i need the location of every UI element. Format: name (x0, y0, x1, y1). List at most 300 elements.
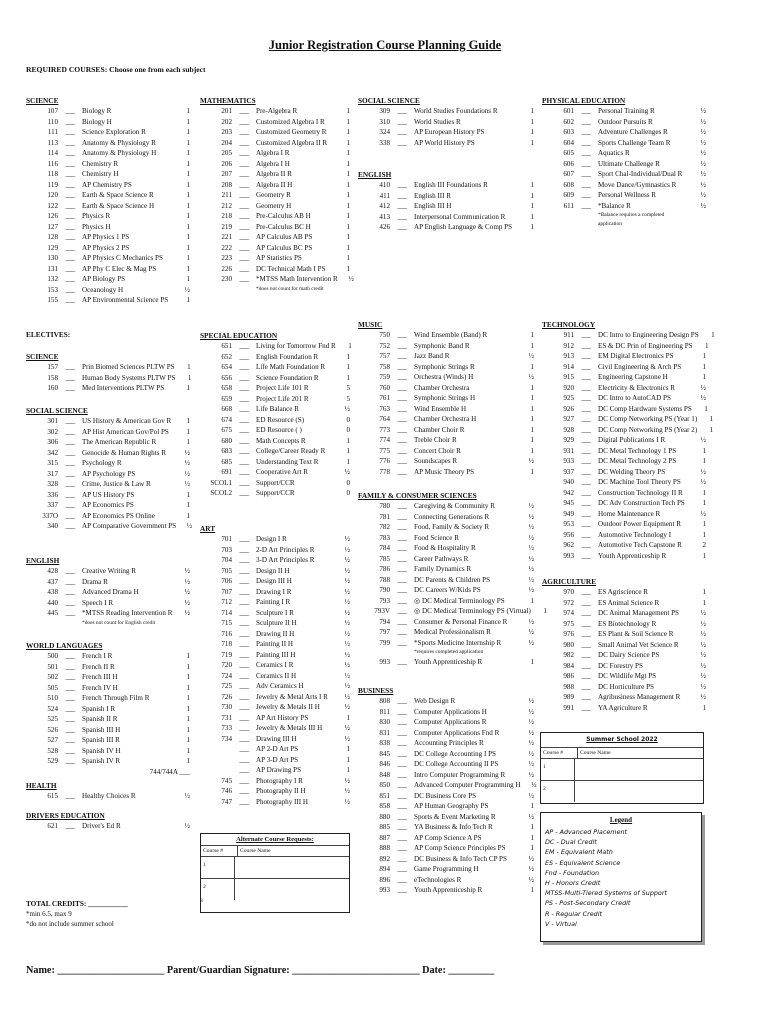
course-select-blank[interactable]: ___ (239, 180, 249, 189)
course-select-blank[interactable]: ___ (581, 598, 591, 607)
course-select-blank[interactable]: ___ (397, 865, 407, 873)
course-row[interactable] (26, 791, 190, 802)
course-row[interactable] (26, 521, 193, 532)
course-row[interactable] (26, 448, 190, 459)
course-row[interactable] (26, 106, 190, 117)
course-row[interactable] (26, 735, 190, 746)
course-row[interactable] (542, 671, 706, 682)
course-select-blank[interactable]: ___ (65, 222, 75, 231)
course-row[interactable] (200, 232, 350, 243)
course-row[interactable] (358, 717, 534, 728)
course-row[interactable] (542, 498, 706, 509)
course-select-blank[interactable]: ___ (581, 551, 591, 560)
summer-row[interactable]: 1 (541, 758, 703, 780)
course-select-blank[interactable]: ___ (239, 436, 249, 445)
course-row[interactable] (542, 530, 706, 541)
course-row[interactable] (358, 435, 534, 446)
course-row[interactable] (200, 362, 350, 373)
course-row[interactable] (26, 821, 190, 832)
course-select-blank[interactable]: ___ (239, 275, 249, 283)
course-select-blank[interactable]: ___ (581, 693, 591, 701)
course-select-blank[interactable]: ___ (65, 128, 75, 136)
course-select-blank[interactable]: ___ (65, 373, 75, 382)
course-select-blank[interactable]: ___ (65, 598, 75, 607)
course-select-blank[interactable]: ___ (397, 436, 407, 444)
course-row[interactable] (542, 467, 706, 478)
course-select-blank[interactable]: ___ (65, 296, 75, 304)
course-row[interactable] (200, 404, 350, 415)
course-select-blank[interactable]: ___ (581, 170, 591, 178)
course-row[interactable] (358, 575, 534, 586)
course-select-blank[interactable]: ___ (239, 489, 249, 497)
course-select-blank[interactable]: ___ (581, 138, 591, 147)
course-select-blank[interactable]: ___ (397, 446, 407, 455)
course-select-blank[interactable]: ___ (581, 672, 591, 680)
course-row[interactable] (200, 534, 350, 545)
course-row[interactable] (358, 414, 534, 425)
course-select-blank[interactable]: ___ (239, 745, 249, 753)
course-row[interactable] (26, 264, 190, 275)
course-row[interactable] (200, 138, 350, 149)
course-select-blank[interactable]: ___ (397, 544, 407, 552)
course-select-blank[interactable]: ___ (65, 180, 75, 189)
course-select-blank[interactable]: ___ (397, 362, 407, 371)
course-row[interactable] (358, 801, 534, 812)
course-select-blank[interactable]: ___ (581, 609, 591, 617)
course-row[interactable] (358, 770, 534, 781)
course-select-blank[interactable]: ___ (65, 285, 75, 294)
course-select-blank[interactable]: ___ (581, 191, 591, 199)
course-select-blank[interactable]: ___ (65, 715, 75, 723)
course-select-blank[interactable]: ___ (397, 467, 407, 476)
course-row[interactable] (200, 692, 350, 703)
course-row[interactable] (200, 425, 350, 436)
course-select-blank[interactable]: ___ (581, 180, 591, 189)
course-select-blank[interactable]: ___ (397, 812, 407, 821)
course-row[interactable] (358, 564, 534, 575)
course-select-blank[interactable]: ___ (65, 792, 75, 800)
course-select-blank[interactable]: ___ (397, 575, 407, 584)
course-select-blank[interactable]: ___ (239, 254, 249, 262)
course-select-blank[interactable]: ___ (239, 170, 249, 178)
course-select-blank[interactable]: ___ (65, 427, 75, 436)
course-select-blank[interactable]: ___ (397, 341, 407, 350)
course-select-blank[interactable]: ___ (397, 404, 407, 413)
course-row[interactable] (358, 543, 534, 554)
course-select-blank[interactable]: ___ (239, 426, 249, 434)
course-row[interactable] (200, 394, 350, 405)
course-row[interactable] (542, 330, 715, 341)
course-select-blank[interactable]: ___ (239, 138, 249, 147)
course-select-blank[interactable]: ___ (65, 757, 75, 765)
course-row[interactable] (200, 117, 350, 128)
course-row[interactable] (358, 833, 534, 844)
course-select-blank[interactable]: ___ (65, 822, 75, 830)
course-row[interactable] (200, 253, 350, 264)
course-row[interactable] (358, 106, 534, 117)
course-row[interactable] (542, 608, 706, 619)
course-row[interactable] (26, 222, 190, 233)
course-row[interactable] (26, 416, 190, 427)
course-select-blank[interactable]: ___ (581, 394, 591, 402)
course-row[interactable] (542, 477, 706, 488)
course-row[interactable] (200, 446, 350, 457)
course-select-blank[interactable]: ___ (397, 128, 407, 136)
course-select-blank[interactable]: ___ (239, 415, 249, 424)
course-row[interactable] (358, 212, 534, 223)
course-select-blank[interactable]: ___ (397, 383, 407, 392)
course-row[interactable] (542, 372, 706, 383)
course-row[interactable] (26, 587, 190, 598)
course-row[interactable] (26, 427, 190, 438)
course-select-blank[interactable]: ___ (581, 530, 591, 539)
course-row[interactable] (200, 671, 350, 682)
course-select-blank[interactable]: ___ (65, 522, 75, 530)
course-select-blank[interactable]: ___ (65, 159, 75, 168)
course-select-blank[interactable]: ___ (397, 533, 407, 542)
course-select-blank[interactable]: ___ (397, 596, 407, 605)
course-select-blank[interactable]: ___ (397, 117, 407, 126)
course-select-blank[interactable]: ___ (581, 588, 591, 596)
course-row[interactable] (26, 117, 190, 128)
course-row[interactable] (542, 148, 706, 159)
course-row[interactable] (358, 738, 534, 749)
course-select-blank[interactable]: ___ (239, 233, 249, 241)
course-select-blank[interactable]: ___ (239, 797, 249, 806)
course-row[interactable] (358, 759, 534, 770)
course-row[interactable] (26, 500, 190, 511)
course-row[interactable] (358, 456, 534, 467)
course-select-blank[interactable]: ___ (397, 394, 407, 402)
course-row[interactable] (26, 490, 190, 501)
course-row[interactable] (542, 180, 706, 191)
course-row[interactable] (26, 190, 190, 201)
course-row[interactable] (26, 577, 190, 588)
course-select-blank[interactable]: ___ (581, 703, 591, 712)
course-select-blank[interactable]: ___ (397, 886, 407, 894)
course-row[interactable] (358, 341, 534, 352)
course-select-blank[interactable]: ___ (397, 760, 407, 768)
course-row[interactable] (358, 585, 534, 596)
course-select-blank[interactable]: ___ (397, 565, 407, 573)
course-row[interactable] (26, 651, 190, 662)
course-select-blank[interactable]: ___ (397, 191, 407, 200)
course-select-blank[interactable]: ___ (239, 535, 249, 543)
course-select-blank[interactable]: ___ (397, 138, 407, 147)
course-select-blank[interactable]: ___ (65, 417, 75, 425)
course-row[interactable] (358, 707, 534, 718)
course-row[interactable] (358, 533, 534, 544)
course-select-blank[interactable]: ___ (65, 683, 75, 692)
course-select-blank[interactable]: ___ (239, 629, 249, 638)
course-select-blank[interactable]: ___ (239, 342, 249, 350)
course-row[interactable] (26, 437, 190, 448)
course-row[interactable] (200, 341, 350, 352)
course-select-blank[interactable]: ___ (581, 520, 591, 528)
course-row[interactable] (26, 232, 190, 243)
course-row[interactable] (542, 106, 706, 117)
course-row[interactable] (358, 780, 537, 791)
course-row[interactable] (200, 597, 350, 608)
course-select-blank[interactable]: ___ (397, 181, 407, 189)
course-select-blank[interactable]: ___ (397, 749, 407, 758)
course-row[interactable] (358, 180, 534, 191)
course-row[interactable] (200, 190, 350, 201)
course-row[interactable] (358, 864, 534, 875)
course-row[interactable] (200, 576, 350, 587)
course-select-blank[interactable]: ___ (581, 425, 591, 434)
course-row[interactable] (200, 566, 350, 577)
course-select-blank[interactable]: ___ (581, 446, 591, 455)
course-select-blank[interactable]: ___ (581, 682, 591, 691)
summer-row[interactable]: 2 (541, 780, 703, 802)
course-row[interactable] (200, 608, 350, 619)
course-row[interactable] (542, 551, 706, 562)
course-row[interactable] (200, 744, 350, 755)
course-select-blank[interactable]: ___ (65, 264, 75, 273)
course-row[interactable] (542, 414, 714, 425)
course-row[interactable] (358, 843, 534, 854)
course-select-blank[interactable]: ___ (239, 457, 249, 466)
course-select-blank[interactable]: ___ (397, 781, 407, 789)
alt-request-row[interactable]: 2 (201, 878, 349, 900)
course-select-blank[interactable]: ___ (581, 541, 591, 549)
course-select-blank[interactable]: ___ (65, 201, 75, 210)
course-select-blank[interactable]: ___ (65, 469, 75, 478)
course-select-blank[interactable]: ___ (397, 844, 407, 852)
course-select-blank[interactable]: ___ (581, 128, 591, 136)
course-select-blank[interactable]: ___ (397, 728, 407, 737)
course-row[interactable] (358, 404, 534, 415)
course-row[interactable] (542, 692, 706, 703)
course-row[interactable] (358, 222, 534, 233)
course-row[interactable] (542, 425, 714, 436)
course-select-blank[interactable]: ___ (581, 651, 591, 659)
course-row[interactable] (542, 383, 706, 394)
course-select-blank[interactable]: ___ (581, 352, 591, 360)
course-row[interactable] (200, 639, 350, 650)
course-row[interactable] (26, 704, 190, 715)
course-row[interactable] (358, 627, 534, 638)
course-select-blank[interactable]: ___ (65, 233, 75, 241)
course-select-blank[interactable]: ___ (65, 275, 75, 283)
course-select-blank[interactable]: ___ (239, 587, 249, 596)
course-select-blank[interactable]: ___ (65, 704, 75, 713)
course-row[interactable] (26, 608, 190, 619)
course-select-blank[interactable]: ___ (397, 697, 407, 705)
course-select-blank[interactable]: ___ (581, 436, 591, 444)
course-select-blank[interactable]: ___ (397, 854, 407, 863)
course-row[interactable] (26, 693, 190, 704)
course-select-blank[interactable]: ___ (581, 201, 591, 210)
course-row[interactable] (542, 619, 706, 630)
course-row[interactable] (542, 509, 706, 520)
course-select-blank[interactable]: ___ (65, 480, 75, 488)
course-select-blank[interactable]: ___ (581, 362, 591, 371)
course-row[interactable] (358, 362, 534, 373)
course-row[interactable] (542, 138, 706, 149)
course-row[interactable] (200, 629, 350, 640)
course-select-blank[interactable]: ___ (239, 577, 249, 585)
course-select-blank[interactable]: ___ (397, 512, 407, 521)
course-select-blank[interactable]: ___ (581, 404, 591, 413)
course-select-blank[interactable]: ___ (397, 107, 407, 115)
course-select-blank[interactable]: ___ (397, 707, 407, 716)
course-select-blank[interactable]: ___ (239, 682, 249, 690)
course-select-blank[interactable]: ___ (581, 383, 591, 392)
course-row[interactable] (200, 660, 350, 671)
course-row[interactable] (358, 606, 547, 617)
course-row[interactable] (26, 180, 190, 191)
course-row[interactable] (200, 457, 350, 468)
course-row[interactable] (542, 362, 706, 373)
course-select-blank[interactable]: ___ (239, 107, 249, 115)
course-select-blank[interactable]: ___ (581, 149, 591, 157)
course-row[interactable] (200, 734, 350, 745)
course-row[interactable] (542, 519, 706, 530)
course-select-blank[interactable]: ___ (397, 415, 407, 423)
course-select-blank[interactable]: ___ (65, 511, 75, 520)
course-select-blank[interactable]: ___ (65, 673, 75, 681)
course-row[interactable] (358, 749, 534, 760)
course-row[interactable] (200, 467, 350, 478)
course-select-blank[interactable]: ___ (239, 222, 249, 231)
course-row[interactable] (26, 201, 190, 212)
course-row[interactable] (26, 274, 190, 285)
course-row[interactable] (358, 812, 534, 823)
course-select-blank[interactable]: ___ (65, 138, 75, 147)
course-row[interactable] (26, 362, 190, 373)
course-row[interactable] (542, 117, 706, 128)
course-select-blank[interactable]: ___ (65, 243, 75, 252)
course-row[interactable] (358, 330, 534, 341)
course-select-blank[interactable]: ___ (239, 566, 249, 575)
course-select-blank[interactable]: ___ (239, 671, 249, 680)
course-row[interactable] (26, 458, 190, 469)
course-select-blank[interactable]: ___ (239, 478, 249, 487)
course-select-blank[interactable]: ___ (65, 609, 75, 617)
course-row[interactable] (358, 127, 534, 138)
course-select-blank[interactable]: ___ (581, 373, 591, 381)
course-row[interactable] (200, 755, 350, 766)
course-row[interactable] (200, 243, 350, 254)
course-row[interactable] (358, 117, 534, 128)
course-row[interactable] (200, 786, 350, 797)
course-row[interactable] (358, 383, 534, 394)
course-row[interactable] (542, 703, 706, 714)
course-row[interactable] (26, 469, 190, 480)
course-row[interactable] (542, 587, 706, 598)
course-row[interactable] (358, 501, 534, 512)
course-row[interactable] (26, 683, 190, 694)
course-select-blank[interactable]: ___ (65, 746, 75, 755)
course-row[interactable] (26, 672, 190, 683)
course-row[interactable] (358, 554, 534, 565)
course-row[interactable] (200, 478, 350, 489)
course-row[interactable] (542, 650, 706, 661)
course-row[interactable] (358, 875, 534, 886)
course-row[interactable] (200, 211, 350, 222)
course-select-blank[interactable]: ___ (65, 662, 75, 671)
course-select-blank[interactable]: ___ (65, 459, 75, 467)
course-row[interactable] (358, 617, 534, 628)
course-select-blank[interactable]: ___ (397, 770, 407, 779)
course-row[interactable] (26, 511, 190, 522)
course-select-blank[interactable]: ___ (581, 117, 591, 126)
course-select-blank[interactable]: ___ (239, 363, 249, 371)
course-select-blank[interactable]: ___ (239, 191, 249, 199)
course-select-blank[interactable]: ___ (239, 661, 249, 669)
course-select-blank[interactable]: ___ (65, 567, 75, 575)
course-row[interactable] (200, 373, 350, 384)
course-select-blank[interactable]: ___ (581, 331, 591, 339)
course-row[interactable] (200, 702, 350, 713)
course-row[interactable] (542, 159, 706, 170)
course-select-blank[interactable]: ___ (239, 384, 249, 392)
course-row[interactable] (200, 352, 350, 363)
course-select-blank[interactable]: ___ (239, 352, 249, 361)
course-select-blank[interactable]: ___ (239, 212, 249, 220)
course-select-blank[interactable]: ___ (397, 586, 407, 594)
course-row[interactable] (542, 488, 706, 499)
course-select-blank[interactable]: ___ (239, 373, 249, 382)
course-row[interactable] (26, 714, 190, 725)
course-select-blank[interactable]: ___ (239, 776, 249, 785)
course-select-blank[interactable]: ___ (397, 718, 407, 726)
course-select-blank[interactable]: ___ (397, 331, 407, 339)
course-select-blank[interactable]: ___ (397, 875, 407, 884)
course-select-blank[interactable]: ___ (239, 201, 249, 210)
course-select-blank[interactable]: ___ (239, 394, 249, 403)
course-row[interactable] (358, 512, 534, 523)
course-select-blank[interactable]: ___ (397, 212, 407, 221)
course-row[interactable] (542, 341, 709, 352)
course-row[interactable] (542, 190, 706, 201)
course-row[interactable] (26, 746, 190, 757)
course-row[interactable] (26, 169, 190, 180)
course-row[interactable] (200, 222, 350, 233)
course-select-blank[interactable]: ___ (65, 384, 75, 392)
course-row[interactable] (358, 822, 534, 833)
course-row[interactable] (26, 243, 190, 254)
course-select-blank[interactable]: ___ (65, 170, 75, 178)
course-row[interactable] (542, 127, 706, 138)
course-select-blank[interactable]: ___ (397, 658, 407, 666)
course-row[interactable] (200, 159, 350, 170)
course-row[interactable] (358, 596, 534, 607)
course-row[interactable] (358, 201, 534, 212)
course-select-blank[interactable]: ___ (581, 499, 591, 507)
course-row[interactable] (26, 285, 190, 296)
course-row[interactable] (200, 180, 350, 191)
course-row[interactable] (542, 446, 706, 457)
course-row[interactable] (200, 587, 350, 598)
course-select-blank[interactable]: ___ (397, 202, 407, 210)
course-select-blank[interactable]: ___ (581, 619, 591, 628)
course-select-blank[interactable]: ___ (65, 363, 75, 371)
course-row[interactable] (26, 127, 190, 138)
course-select-blank[interactable]: ___ (397, 554, 407, 563)
course-select-blank[interactable]: ___ (239, 447, 249, 455)
course-row[interactable] (200, 555, 350, 566)
course-row[interactable] (358, 854, 534, 865)
course-select-blank[interactable]: ___ (397, 739, 407, 747)
course-row[interactable] (358, 522, 534, 533)
course-row[interactable] (26, 725, 190, 736)
course-row[interactable] (200, 148, 350, 159)
course-row[interactable] (26, 148, 190, 159)
course-row[interactable] (26, 211, 190, 222)
